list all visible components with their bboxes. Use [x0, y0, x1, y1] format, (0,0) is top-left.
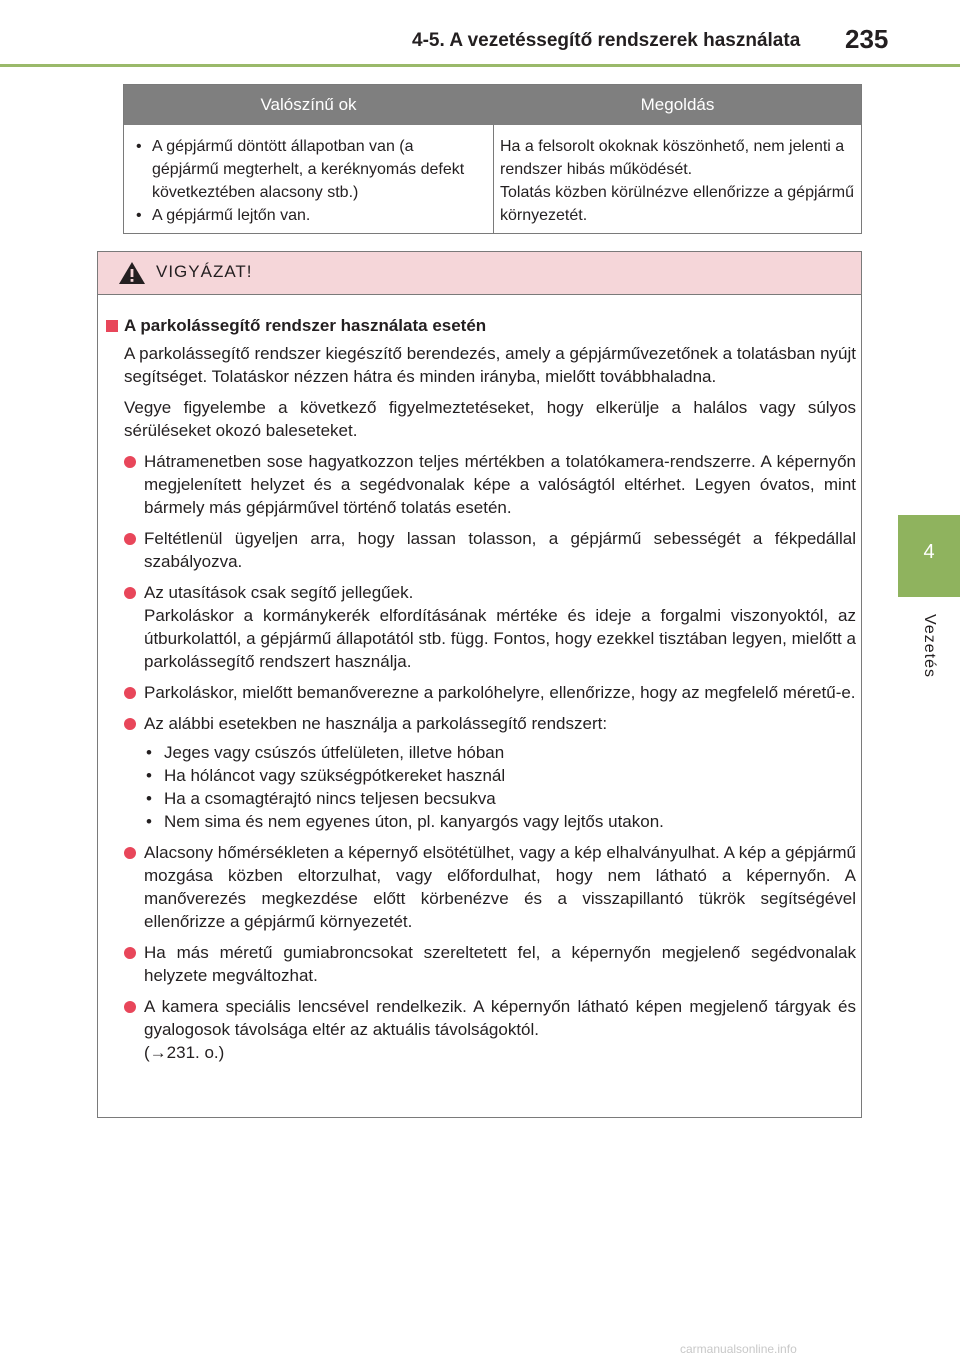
caution-item: A kamera speciális lencsével rendelkezik. A képernyőn látható képen megjelenő tárgyak és gyalogosok távolsága eltér az aktuális távolságoktól. (→231. o.) — [106, 995, 856, 1064]
chapter-label — [906, 606, 952, 686]
cause-item: • A gépjármű döntött állapotban van (a gépjármű megterhelt, a keréknyomás defekt következtében alacsony stb.) — [132, 135, 482, 204]
chapter-tab — [898, 515, 960, 597]
watermark: carmanualsonline.info — [680, 1342, 797, 1356]
round-bullet-icon — [124, 947, 136, 959]
bullet-dot-icon: • — [136, 138, 142, 155]
page-reference-link[interactable]: (→231. o.) — [144, 1043, 225, 1062]
bullet-dot-icon: • — [146, 743, 152, 762]
caution-item: Alacsony hőmérsékleten a képernyő elsötétülhet, vagy a kép elhalványulhat. A kép a gépjármű mozgása közben eltorzulhat, vagy előfordulhat, hogy nem látható a képernyőn. A manőverezés megkezdése előtt körbenézve és a visszapillantó tükrök segítségével ellenőrizze a gépjármű környezetét. — [106, 841, 856, 933]
chapter-label-text: Vezetés — [921, 614, 938, 678]
solution-line: Tolatás közben körülnézve ellenőrizze a gépjármű környezetét. — [500, 184, 854, 224]
bullet-dot-icon: • — [136, 207, 142, 224]
caution-box — [97, 251, 862, 1118]
column-divider — [493, 125, 494, 233]
cause-item: • A gépjármű lejtőn van. — [132, 204, 482, 227]
warning-triangle-icon — [118, 261, 146, 285]
intro-paragraph: A parkolássegítő rendszer kiegészítő berendezés, amely a gépjárművezetőnek a tolatásban nyújt segítséget. Tolatáskor nézzen hátra és minden irányba, mielőtt továbbhaladna. — [124, 344, 856, 386]
round-bullet-icon — [124, 687, 136, 699]
caution-item: Ha más méretű gumiabroncsokat szereltetett fel, a képernyőn megjelenő segédvonalak helyzete megváltozhat. — [106, 941, 856, 987]
header-title: 4-5. A vezetéssegítő rendszerek használata — [412, 30, 801, 51]
bullet-dot-icon: • — [146, 766, 152, 785]
caution-item: Az alábbi esetekben ne használja a parkolássegítő rendszert: — [106, 712, 856, 735]
sub-item: • Ha hóláncot vagy szükségpótkereket használ — [146, 766, 506, 785]
round-bullet-icon — [124, 456, 136, 468]
round-bullet-icon — [124, 847, 136, 859]
round-bullet-icon — [124, 1001, 136, 1013]
table-header-row — [124, 85, 861, 125]
sub-item: • Nem sima és nem egyenes úton, pl. kanyargós vagy lejtős utakon. — [146, 812, 664, 831]
caution-item: Hátramenetben sose hagyatkozzon teljes mértékben a tolatókamera-rendszerre. A képernyőn megjelenített helyzet és a segédvonalak képe a valóságtól eltérhet. Legyen óvatos, mint bármely más gépjárművel történő tolatás esetén. — [106, 450, 856, 519]
chapter-number: 4 — [923, 541, 935, 563]
sub-item: • Jeges vagy csúszós útfelületen, illetve hóban — [146, 743, 505, 762]
header-rule — [0, 64, 960, 67]
solution-cell — [500, 135, 855, 227]
section-title: A parkolássegítő rendszer használata esetén — [106, 314, 856, 338]
square-bullet-icon — [106, 320, 118, 332]
bullet-dot-icon: • — [146, 812, 152, 831]
sub-list — [106, 741, 856, 833]
cause-solution-table — [123, 84, 862, 234]
caution-item: Parkoláskor, mielőtt bemanőverezne a parkolóhelyre, ellenőrizze, hogy az megfelelő méretű-e. — [106, 681, 856, 704]
header-solution: Megoldás — [640, 95, 715, 114]
caution-title: VIGYÁZAT! — [156, 262, 253, 281]
intro-paragraph: Vegye figyelembe a következő figyelmeztetéseket, hogy elkerülje a halálos vagy súlyos sérüléseket okozó baleseteket. — [124, 398, 856, 440]
bullet-dot-icon: • — [146, 789, 152, 808]
cause-cell — [132, 135, 482, 227]
header-cause: Valószínű ok — [260, 95, 357, 114]
caution-header — [98, 252, 861, 295]
caution-item: Az utasítások csak segítő jellegűek. Parkoláskor a kormánykerék elfordításának mértéke és ideje a forgalmi viszonyoktól, az útburkolattól, a gépjármű állapotától stb. függ. Fontos, hogy ezekkel tisztában legyen, mielőtt a parkolássegítő rendszert használja. — [106, 581, 856, 673]
round-bullet-icon — [124, 587, 136, 599]
round-bullet-icon — [124, 533, 136, 545]
page-number: 235 — [845, 24, 889, 54]
caution-section — [106, 314, 856, 1064]
sub-item: • Ha a csomagtérajtó nincs teljesen becsukva — [146, 789, 496, 808]
caution-item: Feltétlenül ügyeljen arra, hogy lassan tolasson, a gépjármű sebességét a fékpedállal szabályozva. — [106, 527, 856, 573]
round-bullet-icon — [124, 718, 136, 730]
solution-line: Ha a felsorolt okoknak köszönhető, nem jelenti a rendszer hibás működését. — [500, 138, 845, 178]
